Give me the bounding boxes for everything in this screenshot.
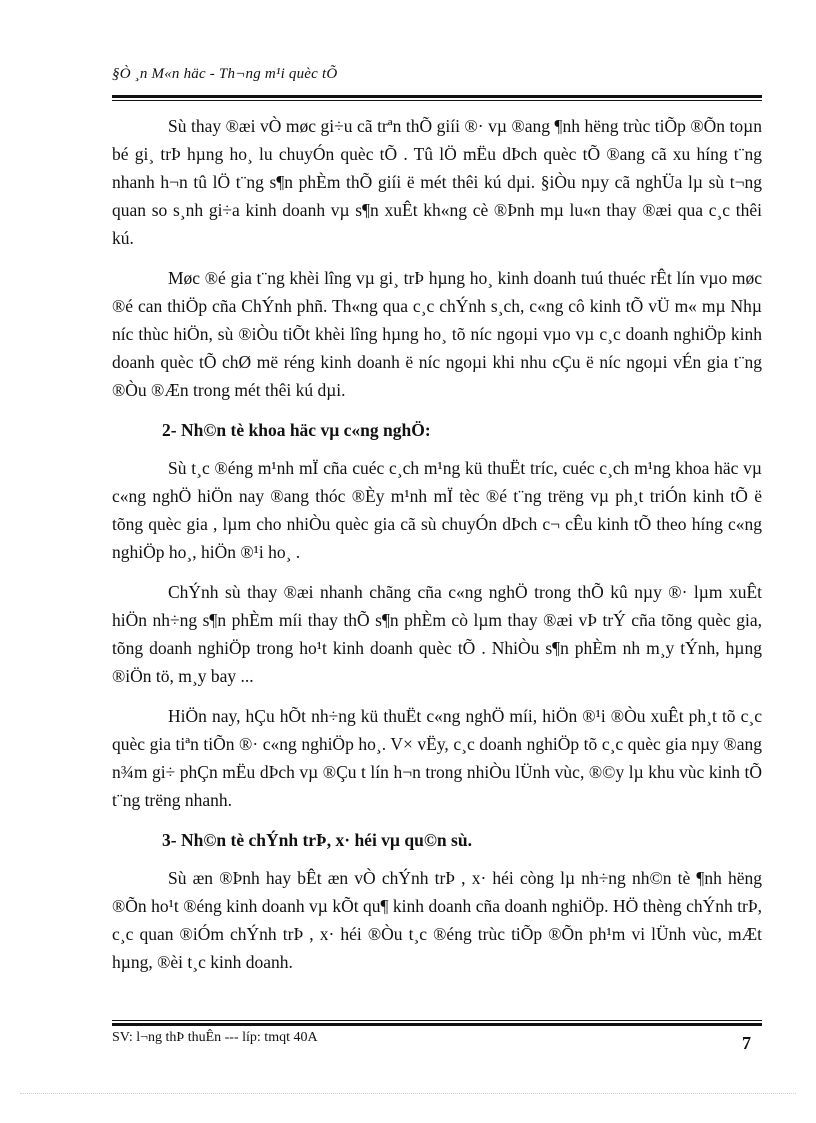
- page-header-title: §Ò ¸n M«n häc - Th¬ng m¹i quèc tÕ: [112, 66, 338, 82]
- footer-rule-thin: [112, 1020, 762, 1021]
- paragraph: Sù t¸c ®éng m¹nh mÏ cña cuéc c¸ch m¹ng kü thuËt tríc, cuéc c¸ch m¹ng khoa häc vµ c«ng nghÖ hiÖn nay ®ang thóc ®Èy m¹nh mÏ tèc ®é t¨ng trëng vµ ph¸t triÓn kinh tÕ ë tõng quèc gia , lµm cho nhiÒu quèc gia cã sù chuyÓn dÞch c¬ cÊu kinh tÕ theo híng c«ng nghiÖp ho¸, hiÖn ®¹i ho¸ .: [112, 458, 762, 562]
- paragraph: HiÖn nay, hÇu hÕt nh÷ng kü thuËt c«ng nghÖ míi, hiÖn ®¹i ®Òu xuÊt ph¸t tõ c¸c quèc gia tiªn tiÕn ®· c«ng nghiÖp ho¸. V× vËy, c¸c doanh nghiÖp tõ c¸c quèc gia nµy ®ang n¾m gi÷ phÇn mËu dÞch vµ ®Çu t lín h¬n trong nhiÒu lÜnh vùc, ®©y lµ khu vùc kinh tÕ t¨ng trëng nhanh.: [112, 706, 762, 810]
- section-heading: 2- Nh©n tè khoa häc vµ c«ng nghÖ:: [162, 420, 431, 440]
- header-rule-thin: [112, 100, 762, 101]
- page-boundary-dotted-line: [20, 1093, 796, 1094]
- footer-rule-thick: [112, 1023, 762, 1026]
- paragraph: Sù thay ®æi vÒ møc gi÷u cã trªn thÕ giíi ®· vµ ®ang ¶nh hëng trùc tiÕp ®Õn toµn bé gi¸ trÞ hµng ho¸ lu chuyÓn quèc tÕ . Tû lÖ mËu dÞch quèc tÕ ®ang cã xu híng t¨ng nhanh h¬n tû lÖ t¨ng s¶n phÈm thÕ giíi ë mét thêi kú dµi. §iÒu nµy cã nghÜa lµ sù t¬ng quan so s¸nh gi÷a kinh doanh vµ s¶n xuÊt kh«ng cè ®Þnh mµ lu«n thay ®æi qua c¸c thêi kú.: [112, 116, 762, 248]
- document-body: [112, 112, 762, 988]
- page-number: 7: [742, 1033, 751, 1053]
- section-heading: 3- Nh©n tè chÝnh trÞ, x· héi vµ qu©n sù.: [162, 830, 472, 850]
- footer-student-info: SV: l¬ng thÞ thuÊn --- líp: tmqt 40A: [112, 1030, 318, 1045]
- paragraph: Sù æn ®Þnh hay bÊt æn vÒ chÝnh trÞ , x· héi còng lµ nh÷ng nh©n tè ¶nh hëng ®Õn ho¹t ®éng kinh doanh vµ kÕt qu¶ kinh doanh cña doanh nghiÖp. HÖ thèng chÝnh trÞ, c¸c quan ®iÓm chÝnh trÞ , x· héi ®Òu t¸c ®éng trùc tiÕp ®Õn ph¹m vi lÜnh vùc, mÆt hµng, ®èi t¸c kinh doanh.: [112, 868, 762, 972]
- paragraph: ChÝnh sù thay ®æi nhanh chãng cña c«ng nghÖ trong thÕ kû nµy ®· lµm xuÊt hiÖn nh÷ng s¶n phÈm míi thay thÕ s¶n phÈm cò lµm thay ®æi vÞ trÝ cña tõng quèc gia, tõng doanh nghiÖp trong ho¹t kinh doanh quèc tÕ . NhiÒu s¶n phÈm nh m¸y tÝnh, hµng ®iÖn tö, m¸y bay ...: [112, 582, 762, 686]
- paragraph: Møc ®é gia t¨ng khèi lîng vµ gi¸ trÞ hµng ho¸ kinh doanh tuú thuéc rÊt lín vµo møc ®é can thiÖp cña ChÝnh phñ. Th«ng qua c¸c chÝnh s¸ch, c«ng cô kinh tÕ vÜ m« mµ Nhµ níc thùc hiÖn, sù ®iÒu tiÕt khèi lîng hµng ho¸ tõ níc ngoµi vµo vµ c¸c doanh nghiÖp kinh doanh quèc tÕ chØ më réng kinh doanh ë níc ngoµi khi nhu cÇu ë níc ngoµi vÉn gia t¨ng ®Òu ®Æn trong mét thêi kú dµi.: [112, 268, 762, 400]
- header-rule-thick: [112, 95, 762, 98]
